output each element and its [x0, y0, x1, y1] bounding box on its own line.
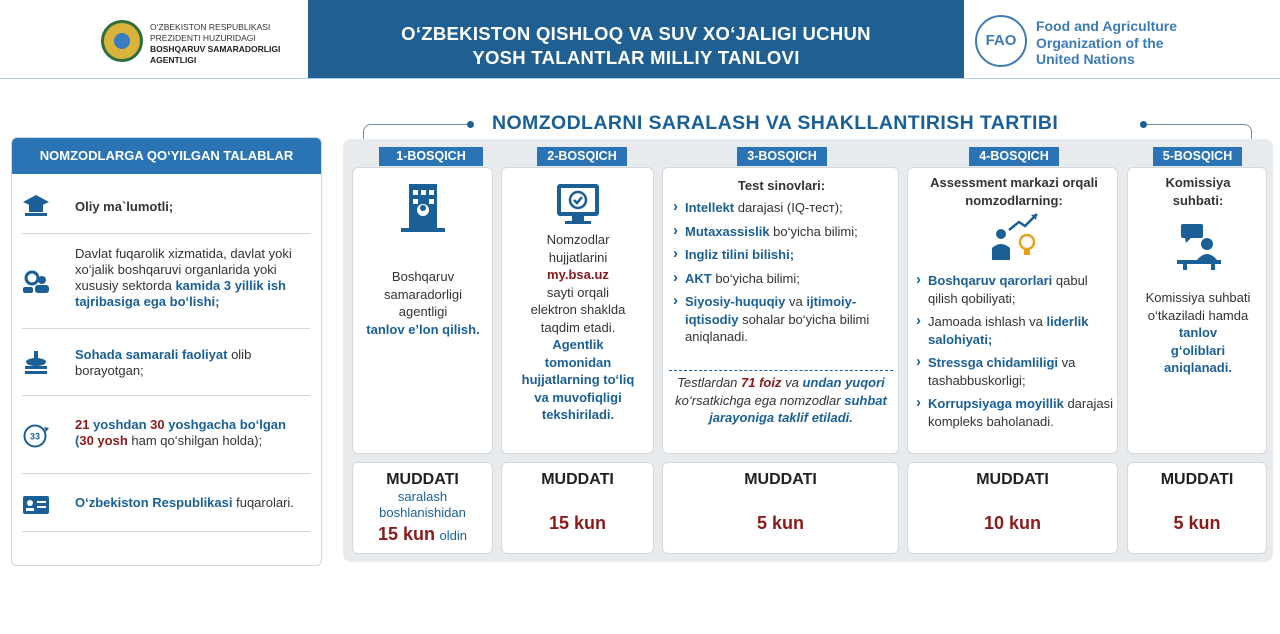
svg-text:33: 33 [29, 431, 41, 442]
stage-card-1: Boshqaruv samaradorligi agentligi tanlov e’lon qilish. [352, 167, 493, 454]
person-growth-icon [987, 212, 1041, 262]
title-dot-right [1140, 121, 1147, 128]
test-item: › Siyosiy-huquqiy va ijtimoiy-iqtisodiy sohalar bo‘yicha bilimi aniqlanadi. [673, 293, 895, 346]
divider [669, 370, 893, 371]
stage-label-4: 4-BOSQICH [969, 147, 1059, 166]
fao-name: Food and Agriculture Organization of the United Nations [1036, 18, 1178, 67]
stage-card-3: Test sinovlari: › Intellekt darajasi (IQ-тест); › Mutaxassislik bo‘yicha bilimi; › Ingliz tilini bilishi; › AKT bo‘yicha bilimi; › Siyosiy-huquqiy va ijtimoiy-iqtisodiy sohalar bo‘yicha bilimi aniqlanadi. Testlardan 71 foiz va undan yuqori ko‘rsatkichga ega nomzodlar suhbat jarayoniga taklif etiladi. [662, 167, 899, 454]
building-person-icon [399, 180, 447, 234]
test-item: › Mutaxassislik bo‘yicha bilimi; [673, 223, 895, 241]
monitor-check-icon [553, 178, 603, 228]
interview-icon [1175, 222, 1223, 272]
assessment-item: › Jamoada ishlash va liderlik salohiyati; [916, 313, 1116, 348]
stage-label-2: 2-BOSQICH [537, 147, 627, 166]
test-item: › Intellekt darajasi (IQ-тест); [673, 199, 895, 217]
stage-label-5: 5-BOSQICH [1153, 147, 1242, 166]
stage-label-3: 3-BOSQICH [737, 147, 827, 166]
stage-label-1: 1-BOSQICH [379, 147, 483, 166]
requirement-item: 33 21 yoshdan 30 yoshgacha bo‘lgan (30 yosh ham qo‘shilgan holda); [22, 396, 310, 474]
duration-card-4: MUDDATI 10 kun [907, 462, 1118, 554]
header-title: O‘ZBEKISTON QISHLOQ VA SUV XO‘JALIGI UCHUN YOSH TALANTLAR MILLIY TANLOVI [308, 0, 964, 78]
fao-logo-icon: FAO [975, 15, 1027, 67]
test-item: › Ingliz tilini bilishi; [673, 246, 895, 264]
main-title: NOMZODLARNI SARALASH VA SHAKLLANTIRISH TARTIBI [492, 112, 1059, 134]
assessment-item: › Stressga chidamliligi va tashabbuskorligi; [916, 354, 1116, 389]
duration-card-2: MUDDATI 15 kun [501, 462, 654, 554]
requirements-title: NOMZODLARGA QO‘YILGAN TALABLAR [12, 138, 321, 174]
graduation-cap-icon [22, 193, 50, 217]
requirements-panel [11, 137, 322, 566]
gear-person-icon [22, 270, 50, 294]
crop-icon [22, 351, 50, 375]
duration-card-5: MUDDATI 5 kun [1127, 462, 1267, 554]
test-item: › AKT bo‘yicha bilimi; [673, 270, 895, 288]
state-emblem-icon [101, 20, 143, 62]
duration-card-1: MUDDATI saralash boshlanishidan 15 kun oldin [352, 462, 493, 554]
agency-name: O‘ZBEKISTON RESPUBLIKASI PREZIDENTI HUZURIDAGI BOSHQARUV SAMARADORLIGI AGENTLIGI [150, 22, 281, 65]
assessment-item: › Boshqaruv qarorlari qabul qilish qobiliyati; [916, 272, 1116, 307]
requirement-item: Sohada samarali faoliyat olib borayotgan; [22, 329, 310, 396]
stage-card-5: Komissiya suhbati: Komissiya suhbati o‘tkaziladi hamda tanlov g‘oliblari aniqlanadi. [1127, 167, 1267, 454]
requirement-item: Davlat fuqarolik xizmatida, davlat yoki xo‘jalik boshqaruvi organlarida yoki xususiy sektorda kamida 3 yillik ish tajribasiga ega bo‘lishi; [22, 234, 310, 329]
title-dot-left [467, 121, 474, 128]
stage-card-4: Assessment markazi orqali nomzodlarning: › Boshqaruv qarorlari qabul qilish qobiliyati; › Jamoada ishlash va liderlik salohiyati; › Stressga chidamliligi va tashabbuskorligi; › Korrupsiyaga moyillik darajasi kompleks baholanadi. [907, 167, 1118, 454]
stage-card-2: Nomzodlar hujjatlarini my.bsa.uz sayti orqali elektron shaklda taqdim etadi. Agentlik tomonidan hujjatlarning to‘liq va muvofiqligi tekshiriladi. [501, 167, 654, 454]
duration-card-3: MUDDATI 5 kun [662, 462, 899, 554]
test-note: Testlardan 71 foiz va undan yuqori ko‘rsatkichga ega nomzodlar suhbat jarayoniga taklif etiladi. [675, 375, 887, 425]
age-33-icon [22, 424, 50, 448]
assessment-item: › Korrupsiyaga moyillik darajasi kompleks baholanadi. [916, 395, 1116, 430]
id-card-icon [22, 493, 50, 517]
requirement-item: O‘zbekiston Respublikasi fuqarolari. [22, 474, 310, 532]
header [0, 0, 1280, 79]
requirement-item: Oliy ma`lumotli; [22, 184, 310, 234]
